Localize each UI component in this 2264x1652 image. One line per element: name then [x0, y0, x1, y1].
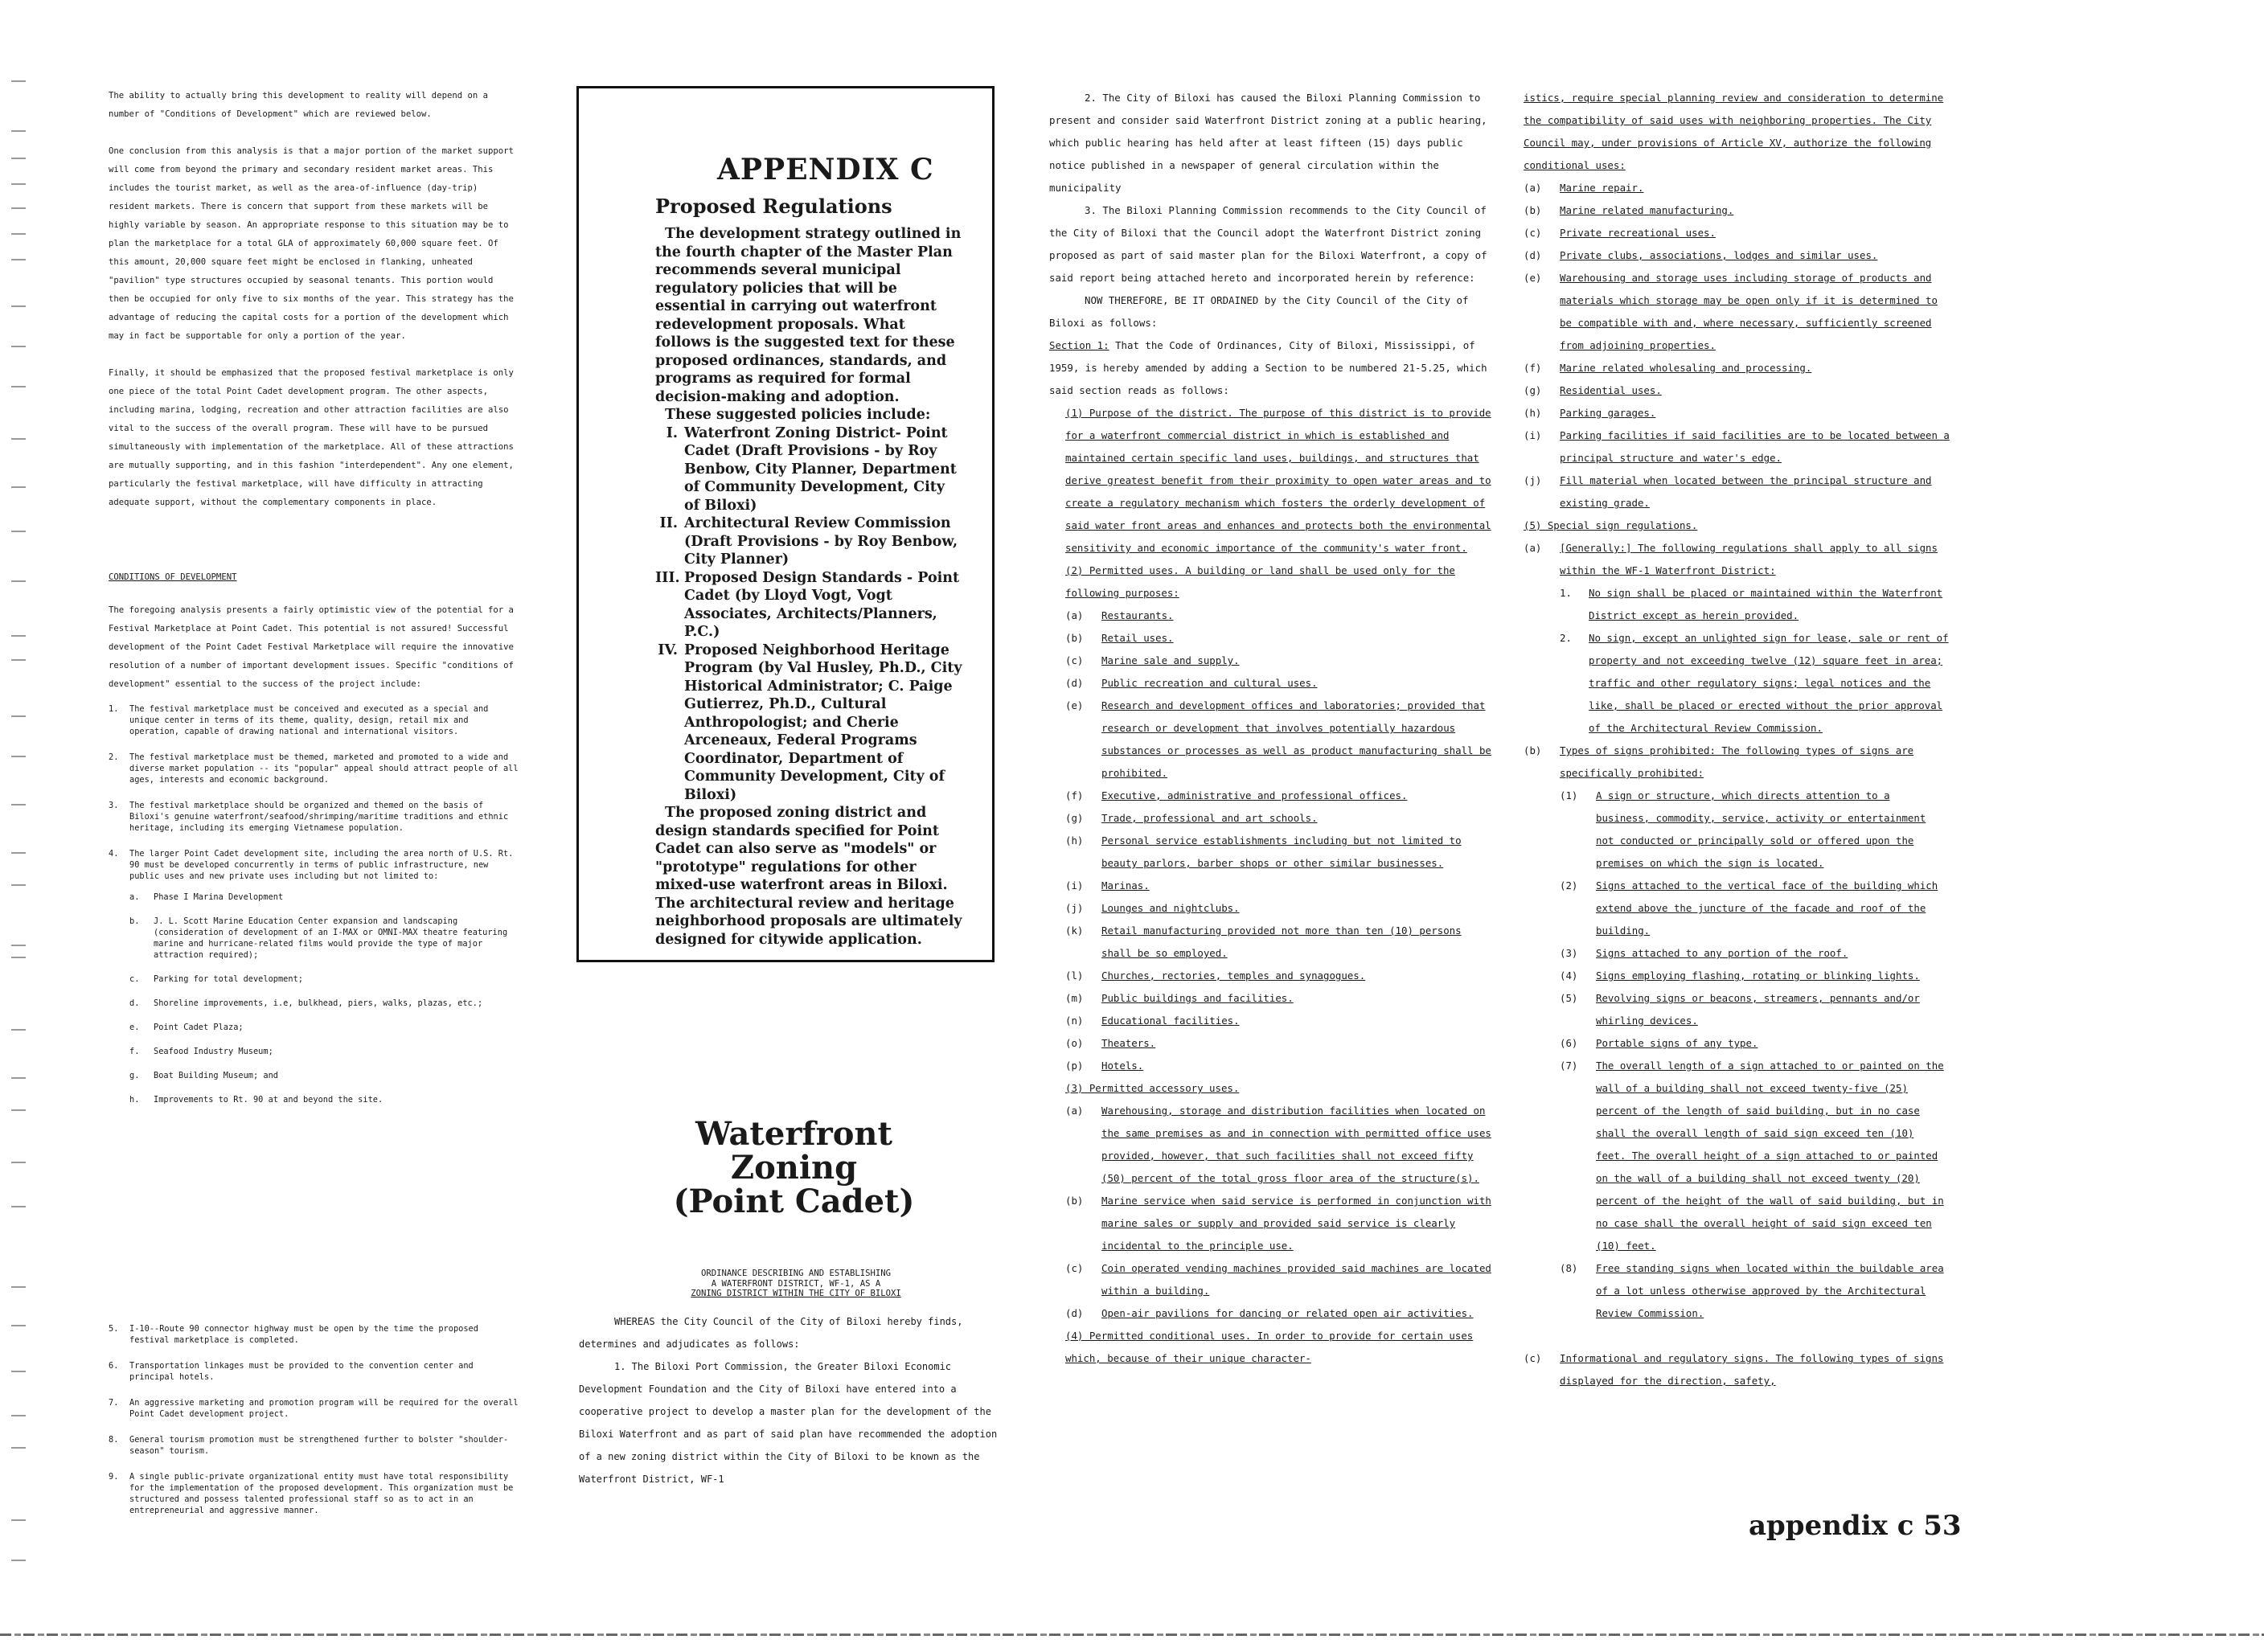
conditions-list — [109, 703, 519, 882]
policies-list — [655, 424, 965, 805]
list-item: (a) Marine repair. — [1524, 182, 1644, 194]
column-market-analysis — [109, 87, 519, 1515]
list-item: (c) Private recreational uses. — [1524, 227, 1716, 239]
paragraph-finally: Finally, it should be emphasized that the proposed festival marketplace is only one piece of the total Point Cadet development program. The other aspects, including marina, lodging, recreation and other attraction facilities are also vital to the success of the overall program. These will have to be pursued simultaneously with implementation of the marketplace. All of these attractions are mutually supporting, and in this fashion "interdependent". Any one element, particularly the festival marketplace, will have difficulty in attracting adequate support, without the complementary components in place. — [109, 368, 514, 507]
whereas-clause: WHEREAS the City Council of the City of Biloxi hereby finds, determines and adjudicates as follows: — [579, 1316, 963, 1350]
list-item: 2. The festival marketplace must be themed, marketed and promoted to a wide and diverse market population -- its "popular" appeal should attract people of all ages, interests and economic background. — [109, 752, 519, 785]
list-item: (1) A sign or structure, which directs attention to a business, commodity, service, activity or entertainment not conducted or principally sold or offered upon the premises on which the sign is located. — [1560, 789, 1926, 869]
conditions-intro: The foregoing analysis presents a fairly optimistic view of the potential for a Festival Marketplace at Point Cadet. This potential is not assured! Successful development of the Point Cadet Festival Marketplace will require the innovative resolution of a number of important development issues. Specific "conditions of development" essential to the success of the project include: — [109, 605, 514, 689]
list-item: b. J. L. Scott Marine Education Center expansion and landscaping (consideration of development of an I-MAX or OMNI-MAX theatre featuring marine and hurricane-related films would provide the type of major attraction required); — [129, 916, 508, 960]
paragraph-market-support: One conclusion from this analysis is that a major portion of the market support will come from beyond the primary and secondary resident market areas. This includes the tourist market, as well as the area-of-influence (day-trip) resident markets. There is concern that support from these markets will be highly variable by season. An appropriate response to this situation may be to plan the marketplace for a total GLA of approximately 60,000 square feet. Of this amount, 20,000 square feet might be enclosed in flanking, unheated "pavilion" type structures occupied by seasonal tenants. This portion would then be occupied for only five to six months of the year. This strategy has the advantage of reducing the capital costs for a portion of the development which may in fact be supportable for only a portion of the year. — [109, 146, 514, 341]
conditions-list-continued — [109, 1323, 519, 1516]
zoning-title: Waterfront Zoning (Point Cadet) — [673, 1115, 915, 1220]
prohibited-signs-list — [1524, 785, 1950, 1325]
list-item: f. Seafood Industry Museum; — [129, 1047, 273, 1056]
margin-ticks — [3, 80, 27, 1608]
list-item: (c) Marine sale and supply. — [1065, 654, 1240, 666]
conditional-intro: istics, require special planning review and consideration to determine the compatibility of said uses with neighboring properties. The City Council may, under provisions of Article XV, authorize the following conditional uses: — [1524, 92, 1944, 171]
list-item: 5. I-10--Route 90 connector highway must be open by the time the proposed festival marketplace is completed. — [109, 1324, 478, 1345]
list-item: I. Waterfront Zoning District- Point Cadet (Draft Provisions - by Roy Benbow, City Planner, Department of Community Development, City of Biloxi) — [666, 424, 957, 514]
list-item: (j) Fill material when located between the principal structure and existing grade. — [1524, 474, 1932, 509]
ordinance-item-1: 1. The Biloxi Port Commission, the Greater Biloxi Economic Development Foundation and the City of Biloxi have entered into a cooperative project to develop a master plan for the development of the Biloxi Waterfront and as part of said plan have recommended the adoption of a new zoning district within the City of Biloxi to be known as the Waterfront District, WF-1 — [579, 1361, 998, 1485]
list-item: 1. The festival marketplace must be conceived and executed as a special and unique center in terms of its theme, quality, design, retail mix and operation, capable of drawing national and international visitors. — [109, 704, 489, 736]
list-item: (h) Personal service establishments including but not limited to beauty parlors, barber shops or other similar businesses. — [1065, 834, 1462, 869]
list-item: (h) Parking garages. — [1524, 407, 1656, 419]
list-item: 4. The larger Point Cadet development site, including the area north of U.S. Rt. 90 must be developed concurrently in terms of public infrastructure, new public uses and new private uses including but not limited to: — [109, 849, 514, 881]
list-item: e. Point Cadet Plaza; — [129, 1023, 244, 1032]
list-item: II. Architectural Review Commission (Draft Provisions - by Roy Benbow, City Planner) — [659, 515, 958, 568]
list-item: 6. Transportation linkages must be provided to the convention center and principal hotels. — [109, 1361, 474, 1382]
list-item: (6) Portable signs of any type. — [1560, 1037, 1758, 1049]
appendix-title: APPENDIX C — [717, 153, 934, 187]
list-item: (7) The overall length of a sign attached to or painted on the wall of a building shall not exceed twenty-five (25) percent of the length of said building, but in no case shall the overall length of said sign exceed ten (10) feet. The overall height of a sign attached to or painted on the wall of a building shall not exceed twenty (20) percent of the height of the wall of said building, but in no case shall the overall height of said sign exceed ten (10) feet. — [1560, 1060, 1944, 1252]
list-item: (f) Marine related wholesaling and processing. — [1524, 362, 1812, 374]
ordinance-body — [579, 1310, 1013, 1490]
list-item: (3) Signs attached to any portion of the roof. — [1560, 947, 1848, 959]
ordinance-heading: ORDINANCE DESCRIBING AND ESTABLISHING A WATERFRONT DISTRICT, WF-1, AS A ZONING DISTRICT WITHIN THE CITY OF BILOXI — [691, 1269, 901, 1298]
special-sign-regulations: (5) Special sign regulations. — [1524, 519, 1698, 531]
list-item: (b) Marine related manufacturing. — [1524, 204, 1734, 216]
permitted-uses: (2) Permitted uses. A building or land shall be used only for the following purposes: — [1065, 564, 1455, 599]
list-item: (e) Research and development offices and laboratories; provided that research or development that involves potentially hazardous substances or processes as well as product manufacturing shall be prohibited. — [1065, 699, 1491, 779]
list-item: c. Parking for total development; — [129, 974, 303, 984]
appendix-box — [576, 86, 995, 962]
permitted-accessory-uses: (3) Permitted accessory uses. — [1065, 1082, 1240, 1094]
bottom-edge-rule — [0, 1634, 2264, 1636]
list-item: (m) Public buildings and facilities. — [1065, 992, 1294, 1004]
list-item: (k) Retail manufacturing provided not more than ten (10) persons shall be so employed. — [1065, 924, 1462, 959]
list-item: (o) Theaters. — [1065, 1037, 1156, 1049]
permitted-conditional-uses: (4) Permitted conditional uses. In order to provide for certain uses which, because of their unique character- — [1065, 1330, 1474, 1364]
list-item: 3. The festival marketplace should be organized and themed on the basis of Biloxi's genuine waterfront/seafood/shrimping/maritime traditions and ethnic heritage, including its emerging Vietnamese population. — [109, 801, 509, 833]
list-item: (b) Retail uses. — [1065, 632, 1174, 644]
conditions-lower — [109, 1323, 519, 1531]
ordinance-item-2: 2. The City of Biloxi has caused the Biloxi Planning Commission to present and consider said Waterfront District zoning at a public hearing, which public hearing has held after at least fifteen (15) days public notice published in a newspaper of general circulation within the municipality — [1049, 92, 1487, 194]
list-item: (5) Revolving signs or beacons, streamers, pennants and/or whirling devices. — [1560, 992, 1920, 1027]
appendix-closing: The proposed zoning district and design standards specified for Point Cadet can also serve as "models" or "prototype" regulations for other mixed-use waterfront areas in Biloxi. The architectural review and heritage neighborhood proposals are ultimately designed for citywide application. — [655, 805, 962, 948]
column-conditional-uses — [1524, 87, 1950, 1392]
signs-generally: (a) [Generally:] The following regulations shall apply to all signs within the WF-1 Waterfront District: — [1524, 542, 1938, 576]
accessory-uses-list — [1049, 1100, 1495, 1325]
ordinance-item-3: 3. The Biloxi Planning Commission recommends to the City Council of the City of Biloxi that the Council adopt the Waterfront District zoning proposed as part of said master plan for the Biloxi Waterfront, a copy of said report being attached hereto and incorporated herein by reference: — [1049, 204, 1487, 284]
list-item: IV. Proposed Neighborhood Heritage Program (by Val Husley, Ph.D., City Historical Administrator; C. Paige Gutierrez, Ph.D., Cultural Anthropologist; and Cherie Arceneaux, Federal Programs Coordinator, Department of Community Development, City of Biloxi) — [658, 642, 962, 803]
list-item: 1. No sign shall be placed or maintained within the Waterfront District except as herein provided. — [1560, 587, 1943, 621]
list-item: (a) Restaurants. — [1065, 609, 1174, 621]
list-item: (i) Parking facilities if said facilities are to be located between a principal structure and water's edge. — [1524, 429, 1950, 464]
conditional-uses-list — [1524, 177, 1950, 514]
appendix-intro — [655, 225, 965, 949]
appendix-subtitle: Proposed Regulations — [655, 195, 892, 218]
list-item: 7. An aggressive marketing and promotion program will be required for the overall Point Cadet development project. — [109, 1398, 519, 1419]
list-item: (p) Hotels. — [1065, 1060, 1144, 1072]
conditions-heading: CONDITIONS OF DEVELOPMENT — [109, 572, 237, 582]
list-item: (b) Marine service when said service is performed in conjunction with marine sales or supply and provided said service is clearly incidental to the principle use. — [1065, 1195, 1491, 1252]
list-item: (d) Public recreation and cultural uses. — [1065, 677, 1318, 689]
list-item: d. Shoreline improvements, i.e, bulkhead, piers, walks, plazas, etc.; — [129, 998, 483, 1008]
list-item: (d) Private clubs, associations, lodges and similar uses. — [1524, 249, 1878, 261]
list-item: (g) Trade, professional and art schools. — [1065, 812, 1318, 824]
now-therefore: NOW THEREFORE, BE IT ORDAINED by the City Council of the City of Biloxi as follows: — [1049, 294, 1469, 329]
development-sublist — [129, 892, 519, 1105]
list-item: (8) Free standing signs when located within the buildable area of a lot unless otherwise approved by the Architectural Review Commission. — [1560, 1262, 1944, 1319]
purpose-of-district: (1) Purpose of the district. The purpose of this district is to provide for a waterfront commercial district in which is established and maintained certain specific land uses, buildings, and structures that derive greatest benefit from their proximity to open water areas and to create a regulatory mechanism which fosters the orderly development of said water front areas and enhances and protects both the environmental sensitivity and economic importance of the community's water front. — [1065, 407, 1491, 554]
section-1: Section 1: That the Code of Ordinances, City of Biloxi, Mississippi, of 1959, is hereby amended by adding a Section to be numbered 21-5.25, which said section reads as follows: — [1049, 339, 1487, 396]
list-item: (l) Churches, rectories, temples and synagogues. — [1065, 969, 1366, 982]
policies-lead: These suggested policies include: — [665, 407, 931, 423]
signs-prohibited: (b) Types of signs prohibited: The following types of signs are specifically prohibited: — [1524, 744, 1914, 779]
column-ordinance-text — [1049, 87, 1495, 1370]
list-item: (i) Marinas. — [1065, 879, 1150, 892]
list-item: (e) Warehousing and storage uses including storage of products and materials which storage may be open only if it is determined to be compatible with and, where necessary, sufficiently screened from adjoining properties. — [1524, 272, 1938, 351]
list-item: g. Boat Building Museum; and — [129, 1071, 278, 1080]
informational-signs: (c) Informational and regulatory signs. The following types of signs displayed for the direction, safety, — [1524, 1352, 1944, 1387]
list-item: h. Improvements to Rt. 90 at and beyond the site. — [129, 1095, 383, 1105]
list-item: (j) Lounges and nightclubs. — [1065, 902, 1240, 914]
appendix-intro-text: The development strategy outlined in the fourth chapter of the Master Plan recommends several municipal regulatory policies that will be essential in carrying out waterfront redevelopment proposals. What follows is the suggested text for these proposed ordinances, standards, and programs as required for formal decision-making and adoption. — [655, 226, 962, 405]
permitted-uses-list — [1049, 605, 1495, 1077]
list-item: a. Phase I Marina Development — [129, 892, 284, 902]
list-item: (g) Residential uses. — [1524, 384, 1662, 396]
list-item: 9. A single public-private organizational entity must have total responsibility for the implementation of the proposed development. This organization must be structured and possess talented professional staff so as to act in an entrepreneurial and aggressive manner. — [109, 1472, 514, 1515]
list-item: (d) Open-air pavilions for dancing or related open air activities. — [1065, 1307, 1474, 1319]
list-item: (n) Educational facilities. — [1065, 1015, 1240, 1027]
list-item: (f) Executive, administrative and professional offices. — [1065, 789, 1408, 801]
list-item: (4) Signs employing flashing, rotating or blinking lights. — [1560, 969, 1920, 982]
general-sign-rules — [1524, 582, 1950, 740]
list-item: III. Proposed Design Standards - Point Cadet (by Lloyd Vogt, Vogt Associates, Architects/Planners, P.C.) — [655, 569, 960, 640]
list-item: 8. General tourism promotion must be strengthened further to bolster "shoulder-season" tourism. — [109, 1435, 509, 1456]
list-item: (a) Warehousing, storage and distribution facilities when located on the same premises as and in connection with permitted office uses provided, however, that such facilities shall not exceed fifty (50) percent of the total gross floor area of the structure(s). — [1065, 1105, 1491, 1184]
list-item: 2. No sign, except an unlighted sign for lease, sale or rent of property and not exceeding twelve (12) square feet in area; traffic and other regulatory signs; legal notices and the like, shall be placed or erected without the prior approval of the Architectural Review Commission. — [1560, 632, 1949, 734]
paragraph-intro: The ability to actually bring this development to reality will depend on a number of "Conditions of Development" which are reviewed below. — [109, 91, 488, 119]
list-item: (2) Signs attached to the vertical face of the building which extend above the juncture of the facade and roof of the building. — [1560, 879, 1938, 937]
list-item: (c) Coin operated vending machines provided said machines are located within a building. — [1065, 1262, 1491, 1297]
page-label: appendix c 53 — [1749, 1510, 1962, 1542]
